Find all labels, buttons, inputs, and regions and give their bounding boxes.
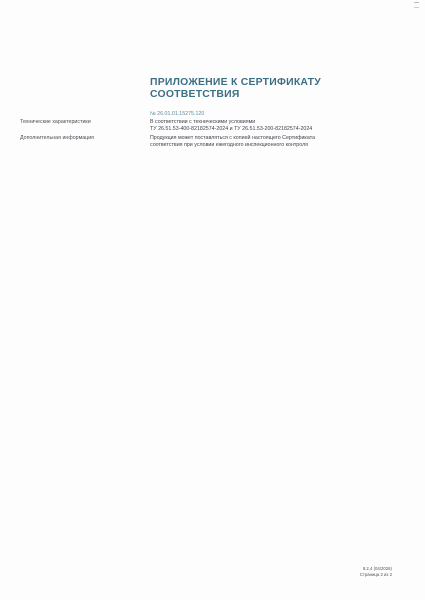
page-number: Страница 2 из 2 bbox=[359, 572, 392, 577]
technical-characteristics-line-1: В соответствии с техническими условиями bbox=[150, 119, 256, 125]
additional-information-line-1: Продукция может поставляться с копией настоящего Сертификата bbox=[150, 135, 316, 141]
additional-information-line-2: соответствия при условии ежегодного инспекционного контроля bbox=[150, 142, 309, 148]
form-code: 9.2.4 (04/2026) bbox=[362, 566, 392, 571]
document-title-line-2: СООТВЕТСТВИЯ bbox=[150, 88, 240, 100]
certificate-number: № 26.01.01.15275.120 bbox=[150, 111, 205, 117]
additional-information-value bbox=[150, 135, 315, 149]
scan-artifact bbox=[414, 2, 419, 8]
document-title-line-1: ПРИЛОЖЕНИЕ К СЕРТИФИКАТУ bbox=[150, 77, 321, 88]
page-footer bbox=[360, 566, 392, 578]
technical-characteristics-line-2: ТУ 26.51.53-400-82182574-2024 и ТУ 26.51.53-200-82182574-2024 bbox=[150, 126, 313, 132]
additional-information-label: Дополнительная информация bbox=[20, 135, 95, 141]
document-title bbox=[150, 77, 410, 101]
technical-characteristics-label: Технические характеристики bbox=[20, 119, 91, 125]
technical-characteristics-value bbox=[150, 119, 312, 133]
